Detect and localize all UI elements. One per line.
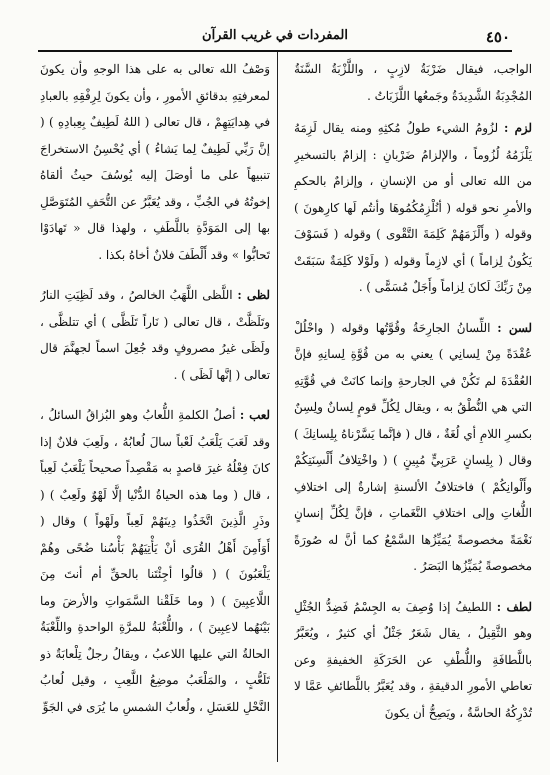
entry-text: أصلُ الكلمةِ اللُّعابُ وهو البُزاقُ السائلُ ، وقد لَعَبَ يَلْعَبُ لَعْباً سالَ لُعابُهُ ، ولَعِبَ فلانٌ إذا كانَ فِعْلُهُ غيرَ قاصدٍ به مَقْصِداً صحيحاً يَلْعَبُ لَعِباً ، قال ( وما هذه الحياةُ الدُّنْيا إلَّا لَهْوٌ ولَعِبٌ ) ( وذَرِ الَّذِينَ اتَّخَذُوا دِينَهُمْ لَعِباً ولَهْواً ) وقال ( أَوَأَمِنَ أَهْلُ القُرَى أنْ يَأْتِيَهُمْ بَأْسُنا ضُحًى وهُمْ يَلْعَبُونَ ) ( قالُوا أجِئْتَنا بالحقِّ أم أنتَ مِنَ اللَّاعِبِينَ ) ( وما خَلَقْنا السَّمَواتِ والأرضَ وما بَيْنَهُما لاعِبِينَ ) ، واللُّعْبَةُ للمرَّةِ الواحدةِ واللِّعْبَةُ الحالةُ التي عليها اللاعبُ ، ويقالُ رجلٌ تِلْعابَةٌ ذو تَلَعُّبٍ ، والمَلْعَبُ موضِعُ اللَّعِبِ ، وقيل لُعابُ النَّحْلِ للعَسَلِ ، ولُعابُ الشمسِ ما يُرَى في الجَوِّ — [40, 408, 270, 714]
entry-headword: لطف : — [496, 599, 532, 614]
entry-text: اللطيفُ إذا وُصِفَ به الجِسْمُ فَضِدُّ الجُثْلِ وهو الثَّقِيلُ ، يقال شَعَرٌ جَثْلٌ أي كثيرٌ ، ويُعَبَّرُ باللَّطافَةِ واللُّطْفِ عن الحَرَكَةِ الخفيفةِ وعن تعاطي الأمورِ الدقيقةِ ، وقد يُعَبَّرُ باللَّطائفِ عَمَّا لا تُدْرِكُهُ الحاسَّةُ ، ويَصِحُّ أن يكونَ — [294, 599, 532, 720]
page-number: ٤٥٠ — [485, 28, 510, 46]
entry-ltf — [294, 594, 532, 727]
column-divider — [277, 52, 278, 762]
page-header — [40, 28, 510, 48]
left-column — [40, 56, 270, 761]
running-title: المفردات في غريب القرآن — [202, 28, 348, 43]
entry-text: وَصْفُ الله تعالى به على هذا الوجهِ وأن يكونَ لمعرفتِهِ بدقائقِ الأمورِ ، وأن يكونَ لِرِفْقِهِ بالعبادِ في هِدايَتِهِمْ ، قال تعالى ( اللهُ لَطِيفٌ بِعِبادِهِ ) ( إنَّ رَبِّي لَطِيفٌ لِما يَشاءُ ) أي يُحْسِنُ الاستخراجَ تنبيهاً على ما أوصَلَ إليه يُوسُفَ حيثُ ألقاهُ إخوتُهُ في الجُبِّ ، وقد يُعَبَّرُ عن التُّحَفِ المُتَوَصَّلِ بها إلى المَوَدَّةِ باللَّطَفِ ، ولهذا قال « تَهادَوْا تَحابُّوا » وقد أَلْطَفَ فلانٌ أخاهُ بكذا . — [40, 62, 270, 262]
entry-text: الواجب، فيقال ضَرْبَةُ لازِبٍ ، واللَّزْبَةُ السَّنَةُ المُجْدِبَةُ الشَّدِيدَةُ وجَمعُها اللَّزَبَاتُ . — [294, 62, 532, 103]
header-rule — [38, 50, 512, 52]
entry-text: اللِّسانُ الجارِحَةُ وقُوَّتُها وقوله ( واحْلُلْ عُقْدَةً مِنْ لِسانِي ) يعني به من قُوَّةِ لِسانِهِ فإنَّ العُقْدَةَ لم تَكُنْ في الجارحةِ وإنما كانَتْ في قُوَّتِهِ التي هي النُّطْقُ به ، ويقال لِكُلِّ قومٍ لِسانٌ ولِسِنٌ بكسرِ اللامِ أي لُغَةٌ ، قال ( فإنَّما يَسَّرْناهُ بِلِسانِكَ ) وقال ( بِلِسانٍ عَرَبِيٍّ مُبِينٍ ) ( واخْتِلافُ أَلْسِنَتِكُمْ وأَلْوانِكُمْ ) فاختلافُ الألسنةِ إشارةٌ إلى اختلافِ اللُّغاتِ وإلى اختلافِ النَّغَماتِ ، فإنَّ لِكُلِّ إنسانٍ نَغْمَةً مخصوصةً يُمَيِّزُها السَّمْعُ كما أنَّ له صُورَةً مخصوصةً يُمَيِّزُها البَصَرُ . — [294, 320, 532, 573]
entry-lza — [40, 282, 270, 388]
entry-headword: لظى : — [237, 288, 270, 302]
entry-lab — [40, 402, 270, 720]
entry-text: اللَّظى اللَّهَبُ الخالصُ ، وقد لَظِيَتِ النارُ وتَلَظَّتْ ، قال تعالى ( نَاراً تَلَظَّى ) أي تتلظَّى ، ولَظَى غيرُ مصروفٍ وقد جُعِلَ اسماً لجهنَّمَ قال تعالى ( إنَّها لَظَى ) . — [40, 288, 270, 382]
entry-headword: لعب : — [239, 408, 270, 422]
entry-continuation — [294, 56, 532, 109]
entry-ltf-continued — [40, 56, 270, 268]
right-column — [294, 56, 532, 761]
entry-headword: لسن : — [497, 320, 532, 335]
entry-headword: لزم : — [504, 121, 532, 135]
entry-lsn — [294, 315, 532, 580]
entry-lzm — [294, 115, 532, 301]
entry-text: لزُومُ الشيء طولُ مُكثِهِ ومنه يقال لَزِمَهُ يَلْزَمُهُ لُزُوماً ، والإلزامُ ضَرْبانِ : إلزامٌ بالتسخيرِ من الله تعالى أو من الإنسانِ ، وإلزامٌ بالحكمِ والأمرِ نحو قوله ( أنُلْزِمُكُمُوهَا وأنتُم لَها كارِهونَ ) وقوله ( وأَلْزَمَهُمْ كَلِمَةَ التَّقْوى ) وقوله ( فَسَوْفَ يَكُونُ لِزاماً ) أي لازِماً وقوله ( ولَوْلا كَلِمَةٌ سَبَقَتْ مِنْ رَبِّكَ لَكانَ لِزاماً وأَجَلٌ مُسَمًّى ) . — [294, 121, 532, 294]
